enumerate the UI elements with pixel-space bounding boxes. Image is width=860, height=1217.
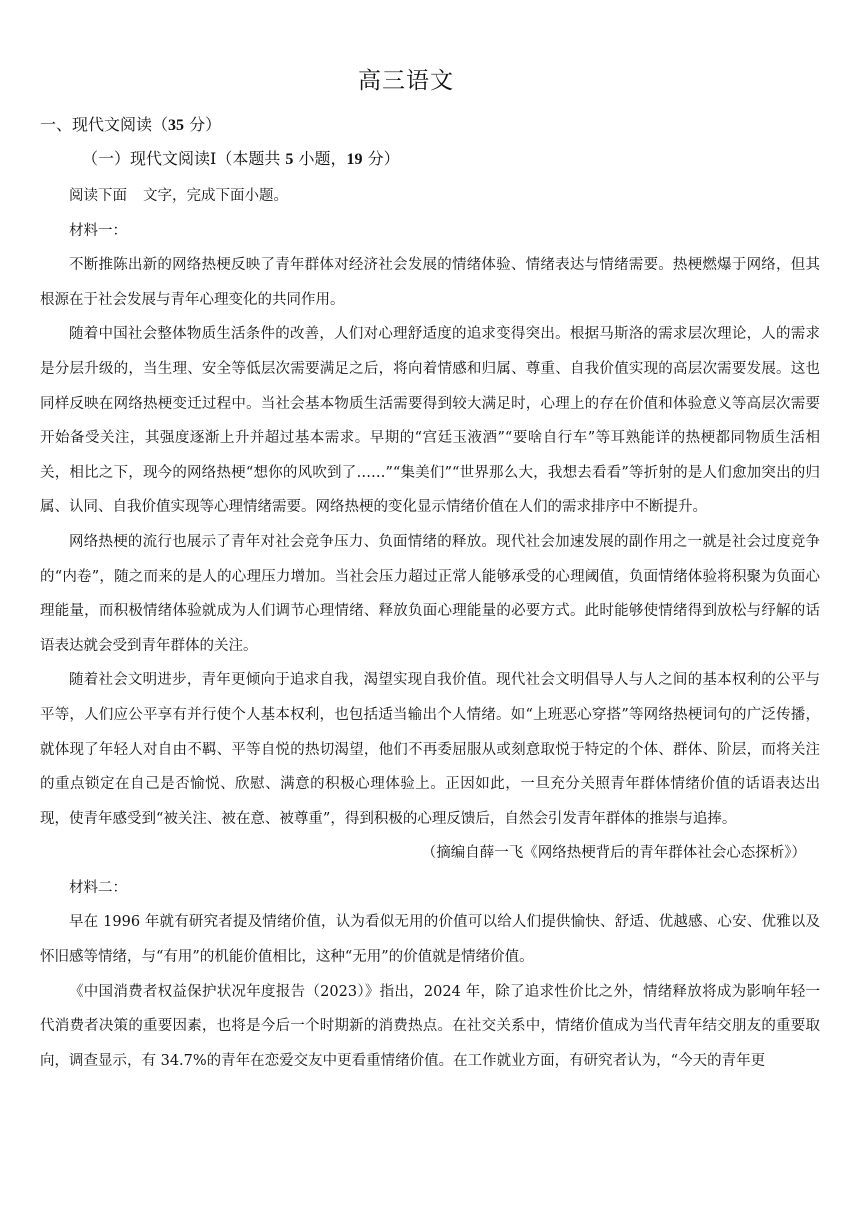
material1-paragraph-2: 随着中国社会整体物质生活条件的改善，人们对心理舒适度的追求变得突出。根据马斯洛的需求层次理论，人的需求是分层升级的，当生理、安全等低层次需要满足之后，将向着情感和归属、尊重、自我价值实现的高层次需要发展。这也同样反映在网络热梗变迁过程中。当社会基本物质生活需要得到较大满足时，心理上的存在价值和体验意义等高层次需要开始备受关注，其强度逐渐上升并超过基本需求。早期的“宫廷玉液酒”“要啥自行车”等耳熟能详的热梗都同物质生活相关，相比之下，现今的网络热梗“想你的风吹到了……”“集美们”“世界那么大，我想去看看”等折射的是人们愈加突出的归属、认同、自我价值实现等心理情绪需要。网络热梗的变化显示情绪价值在人们的需求排序中不断提升。 [40, 326, 820, 516]
instruction-part-b: 文字，完成下面小题。 [143, 188, 288, 204]
section-score: 35 [168, 117, 185, 134]
passage-body [40, 179, 820, 1078]
section-heading [40, 112, 221, 135]
material1-paragraph-3: 网络热梗的流行也展示了青年对社会竞争压力、负面情绪的释放。现代社会加速发展的副作用之一就是社会过度竞争的“内卷”，随之而来的是人的心理压力增加。当社会压力超过正常人能够承受的心理阈值，负面情绪体验将积聚为负面心理能量，而积极情绪体验就成为人们调节心理情绪、释放负面心理能量的必要方式。此时能够使情绪得到放松与纾解的话语表达就会受到青年群体的关注。 [40, 533, 820, 654]
section-heading-suffix: 分） [184, 115, 222, 134]
material1-paragraph-4: 随着社会文明进步，青年更倾向于追求自我，渴望实现自我价值。现代社会文明倡导人与人之间的基本权利的公平与平等，人们应公平享有并行使个人基本权利，也包括适当输出个人情绪。如“上班恶心穿搭”等网络热梗词句的广泛传播，就体现了年轻人对自由不羁、平等自悦的热切渴望，他们不再委屈服从或刻意取悦于特定的个体、群体、阶层，而将关注的重点锁定在自己是否愉悦、欣慰、满意的积极心理体验上。正因如此，一旦充分关照青年群体情绪价值的话语表达出现，使青年感受到“被关注、被在意、被尊重”，得到积极的心理反馈后，自然会引发青年群体的推崇与追捧。 [40, 672, 820, 827]
material2-paragraph-1: 早在 1996 年就有研究者提及情绪价值，认为看似无用的价值可以给人们提供愉快、舒适、优越感、心安、优雅以及怀旧感等情绪，与“有用”的机能价值相比，这种“无用”的价值就是情绪价值。 [40, 914, 820, 966]
material1-label: 材料一： [69, 222, 127, 239]
page-title: 高三语文 [358, 68, 454, 94]
subsection-heading [82, 146, 400, 169]
instruction-part-a: 阅读下面 [69, 188, 127, 204]
subsection-suffix: 分） [362, 149, 400, 168]
material2-label: 材料二： [69, 879, 127, 896]
subsection-mid: 小题， [293, 149, 347, 168]
question-count: 5 [285, 151, 294, 168]
material1-paragraph-1: 不断推陈出新的网络热梗反映了青年群体对经济社会发展的情绪体验、情绪表达与情绪需要。热梗燃爆于网络，但其根源在于社会发展与青年心理变化的共同作用。 [40, 257, 820, 308]
section-heading-prefix: 一、现代文阅读（ [40, 115, 169, 134]
subsection-prefix: （一）现代文阅读Ⅰ（本题共 [82, 149, 286, 168]
subsection-score: 19 [346, 151, 363, 168]
material2-paragraph-2: 《中国消费者权益保护状况年度报告（2023）》指出，2024 年，除了追求性价比之外，情绪释放将成为影响年轻一代消费者决策的重要因素，也将是今后一个时期新的消费热点。在社交关系中，情绪价值成为当代青年结交朋友的重要取向，调查显示，有 34.7%的青年在恋爱交友中更看重情绪价值。在工作就业方面，有研究者认为，“今天的青年更 [40, 983, 820, 1069]
instruction [40, 179, 820, 214]
material1-source: （摘编自薛一飞《网络热梗背后的青年群体社会心态探析》） [421, 845, 806, 862]
